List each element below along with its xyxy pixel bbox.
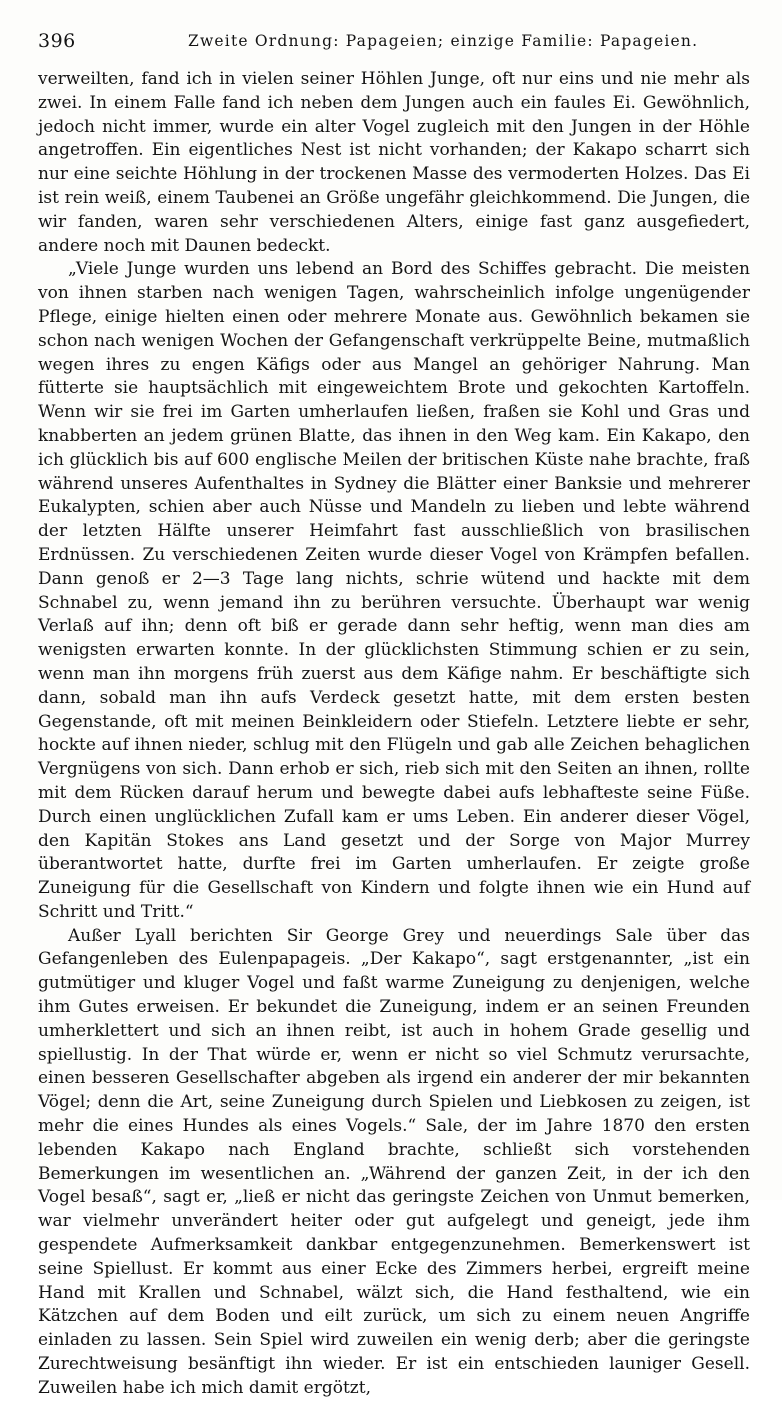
- page-header: [38, 30, 744, 56]
- body-text: [38, 68, 750, 1401]
- paragraph: „Viele Junge wurden uns lebend an Bord des Schiffes gebracht. Die meisten von ihnen starben nach wenigen Tagen, wahrscheinlich infolge ungenügender Pflege, einige hielten einen oder mehrere Monate aus. Gewöhnlich bekamen sie schon nach wenigen Wochen der Gefangenschaft verkrüppelte Beine, mutmaßlich wegen ihres zu engen Käfigs oder aus Mangel an gehöriger Nahrung. Man fütterte sie hauptsächlich mit eingeweichtem Brote und gekochten Kartoffeln. Wenn wir sie frei im Garten umherlaufen ließen, fraßen sie Kohl und Gras und knabberten an jedem grünen Blatte, das ihnen in den Weg kam. Ein Kakapo, den ich glücklich bis auf 600 englische Meilen der britischen Küste nahe brachte, fraß während unseres Aufenthaltes in Sydney die Blätter einer Banksie und mehrerer Eukalypten, schien aber auch Nüsse und Mandeln zu lieben und lebte während der letzten Hälfte unserer Heimfahrt fast ausschließlich von brasilischen Erdnüssen. Zu verschiedenen Zeiten wurde dieser Vogel von Krämpfen befallen. Dann genoß er 2—3 Tage lang nichts, schrie wütend und hackte mit dem Schnabel zu, wenn jemand ihn zu berühren versuchte. Überhaupt war wenig Verlaß auf ihn; denn oft biß er gerade dann sehr heftig, wenn man dies am wenigsten erwarten konnte. In der glücklichsten Stimmung schien er zu sein, wenn man ihn morgens früh zuerst aus dem Käfige nahm. Er beschäftigte sich dann, sobald man ihn aufs Verdeck gesetzt hatte, mit dem ersten besten Gegenstande, oft mit meinen Beinkleidern oder Stiefeln. Letztere liebte er sehr, hockte auf ihnen nieder, schlug mit den Flügeln und gab alle Zeichen behaglichen Vergnügens von sich. Dann erhob er sich, rieb sich mit den Seiten an ihnen, rollte mit dem Rücken darauf herum und bewegte dabei aufs lebhafteste seine Füße. Durch einen unglücklichen Zufall kam er ums Leben. Ein anderer dieser Vögel, den Kapitän Stokes ans Land gesetzt und der Sorge von Major Murrey überantwortet hatte, durfte frei im Garten umherlaufen. Er zeigte große Zuneigung für die Gesellschaft von Kindern und folgte ihnen wie ein Hund auf Schritt und Tritt.“: [38, 259, 750, 922]
- running-head: Zweite Ordnung: Papageien; einzige Familie: Papageien.: [188, 32, 699, 50]
- paragraph: verweilten, fand ich in vielen seiner Höhlen Junge, oft nur eins und nie mehr als zwei. In einem Falle fand ich neben dem Jungen auch ein faules Ei. Gewöhnlich, jedoch nicht immer, wurde ein alter Vogel zugleich mit den Jungen in der Höhle angetroffen. Ein eigentliches Nest ist nicht vorhanden; der Kakapo scharrt sich nur eine seichte Höhlung in der trockenen Masse des vermoderten Holzes. Das Ei ist rein weiß, einem Taubenei an Größe ungefähr gleichkommend. Die Jungen, die wir fanden, waren sehr verschiedenen Alters, einige fast ganz ausgefiedert, andere noch mit Daunen bedeckt.: [38, 69, 750, 256]
- paragraph: Außer Lyall berichten Sir George Grey und neuerdings Sale über das Gefangenleben des Eulenpapageis. „Der Kakapo“, sagt erstgenannter, „ist ein gutmütiger und kluger Vogel und faßt warme Zuneigung zu denjenigen, welche ihm Gutes erweisen. Er bekundet die Zuneigung, indem er an seinen Freunden umherklettert und sich an ihnen reibt, ist auch in hohem Grade gesellig und spiellustig. In der That würde er, wenn er nicht so viel Schmutz verursachte, einen besseren Gesellschafter abgeben als irgend ein anderer der mir bekannten Vögel; denn die Art, seine Zuneigung durch Spielen und Liebkosen zu zeigen, ist mehr die eines Hundes als eines Vogels.“ Sale, der im Jahre 1870 den ersten lebenden Kakapo nach England brachte, schließt sich vorstehenden Bemerkungen im wesentlichen an. „Während der ganzen Zeit, in der ich den Vogel besaß“, sagt er, „ließ er nicht das geringste Zeichen von Unmut bemerken, war vielmehr unverändert heiter oder gut aufgelegt und geneigt, jede ihm gespendete Aufmerksamkeit dankbar entgegenzunehmen. Bemerkenswert ist seine Spiellust. Er kommt aus einer Ecke des Zimmers herbei, ergreift meine Hand mit Krallen und Schnabel, wälzt sich, die Hand festhaltend, wie ein Kätzchen auf dem Boden und eilt zurück, um sich zu einem neuen Angriffe einladen zu lassen. Sein Spiel wird zuweilen ein wenig derb; aber die geringste Zurechtweisung besänftigt ihn wieder. Er ist ein entschieden launiger Gesell. Zuweilen habe ich mich damit ergötzt,: [38, 925, 750, 1398]
- page-number: 396: [38, 30, 76, 52]
